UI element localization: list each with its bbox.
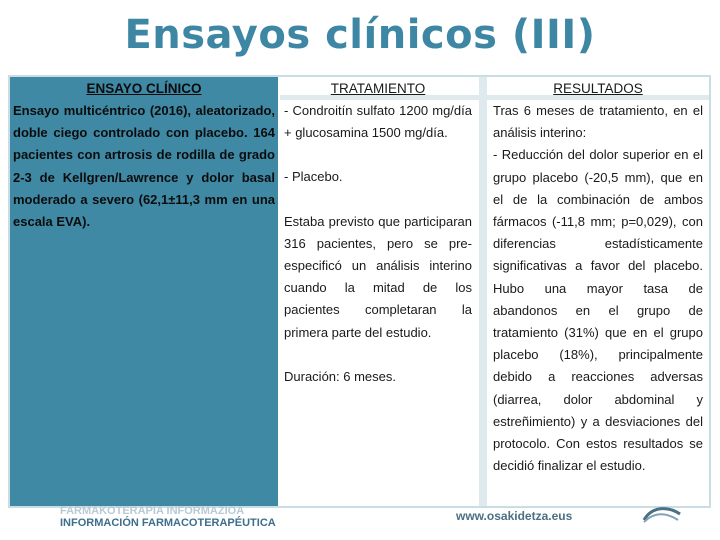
results-column — [487, 77, 709, 477]
treatment-column — [278, 77, 479, 388]
treatment-arm-placebo: - Placebo. — [284, 169, 343, 185]
treatment-duration: Duración: 6 meses. — [284, 368, 396, 384]
treatment-arm-active: - Condroitín sulfato 1200 mg/día + glucosamina 1500 mg/día. — [284, 103, 472, 141]
trial-description: Ensayo multicéntrico (2016), aleatorizado, doble ciego controlado con placebo. 164 pacientes con artrosis de rodilla de grado 2-3 de Kellgren/Lawrence y dolor basal moderado a severo (62,1±11,3 mm en una escala EVA). — [13, 103, 275, 230]
trial-column-header: ENSAYO CLÍNICO — [86, 81, 202, 96]
treatment-column-header: TRATAMIENTO — [330, 81, 426, 96]
footer-url[interactable]: www.osakidetza.eus — [456, 509, 573, 523]
page-title: Ensayos clínicos (III) — [124, 12, 596, 58]
footer-logo-text — [60, 505, 276, 529]
clinical-trial-table — [8, 75, 711, 508]
osakidetza-logo-icon — [640, 502, 684, 526]
footer-line-spanish: INFORMACIÓN FARMACOTERAPÉUTICA — [60, 517, 276, 529]
trial-column — [10, 77, 278, 506]
treatment-note: Estaba previsto que participaran 316 pacientes, pero se pre-especificó un análisis interino cuando la mitad de los pacientes completaran la primera parte del estudio. — [284, 213, 472, 340]
results-body: - Reducción del dolor superior en el grupo placebo (-20,5 mm), que en el de la combinación de ambos fármacos (-11,8 mm; p=0,029), con diferencias estadísticamente significativas a favor del placebo. Hubo una mayor tasa de abandonos en el grupo de tratamiento (31%) que en el grupo placebo (18%), principalmente debido a reacciones adversas (diarrea, dolor abdominal y estreñimiento) y a desviaciones del protocolo. Con estos resultados se decidió finalizar el estudio. — [493, 147, 703, 474]
results-intro: Tras 6 meses de tratamiento, en el análisis interino: — [493, 103, 703, 141]
footer-line-basque: FARMAKOTERAPIA INFORMAZIOA — [60, 505, 245, 517]
results-column-header: RESULTADOS — [553, 81, 643, 96]
column-divider — [479, 77, 487, 506]
